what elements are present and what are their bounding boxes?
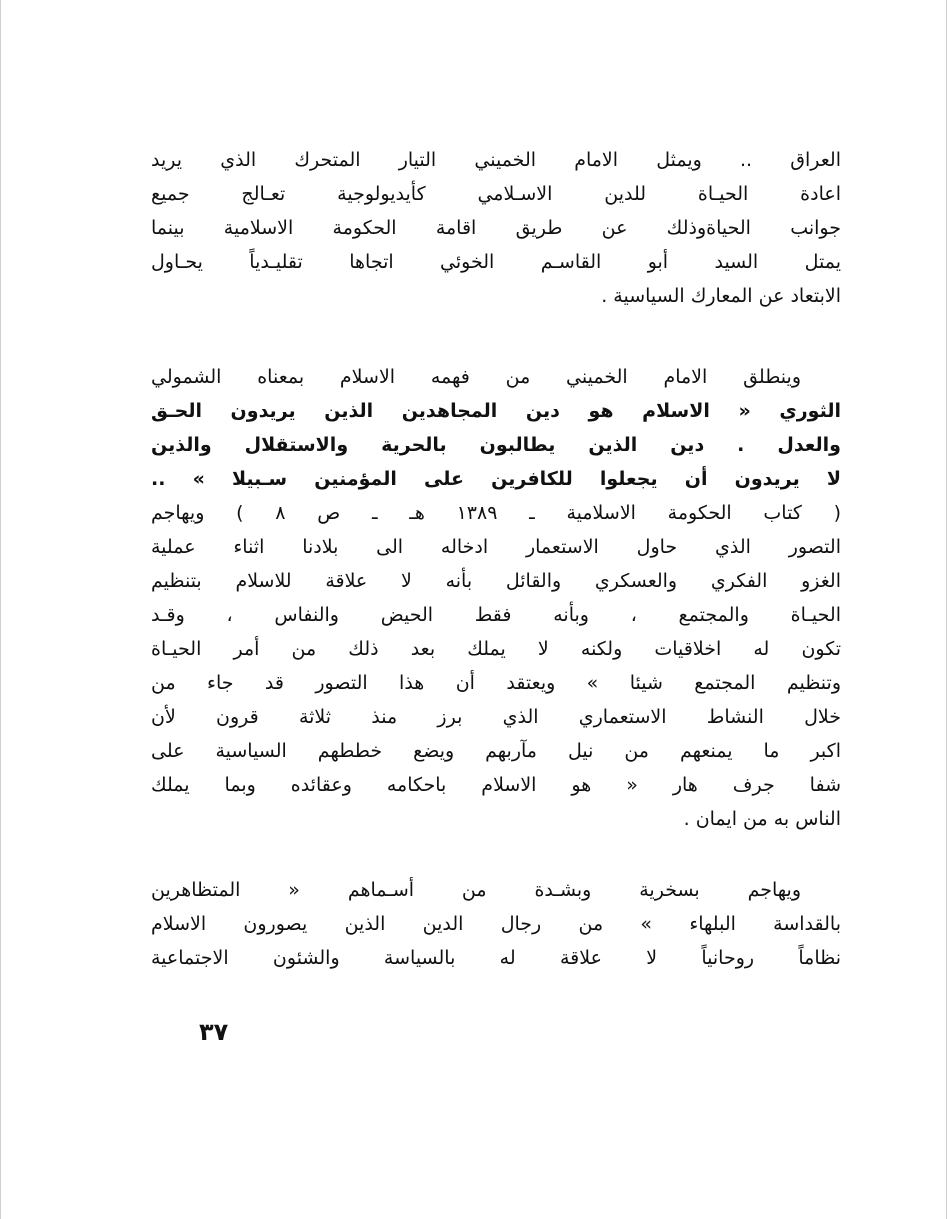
quote-line: والعدل . دين الذين يطالبون بالحرية والاستقلال والذين [151,434,841,456]
quote-line: الثوري « الاسلام هو دين المجاهدين الذين يريدون الحـق [151,400,841,422]
text-line: الغزو الفكري والعسكري والقائل بأنه لا علاقة للاسلام بتنظيم [151,570,841,592]
text-line: جوانب الحياةوذلك عن طريق اقامة الحكومة الاسلامية بينما [151,217,841,239]
text-line: خلال النشاط الاستعماري الذي برز منذ ثلاثة قرون لأن [151,706,841,728]
text-line: وينطلق الامام الخميني من فهمه الاسلام بمعناه الشمولي [151,366,801,388]
text-line: ( كتاب الحكومة الاسلامية ـ ١٣٨٩ هـ ـ ص ٨ ) ويهاجم [151,502,841,524]
page-number: ٣٧ [199,1018,229,1046]
text-line: نظاماً روحانياً لا علاقة له بالسياسة والشئون الاجتماعية [151,947,841,969]
text-line: شفا جرف هار « هو الاسلام باحكامه وعقائده وبما يملك [151,774,841,796]
text-line: بالقداسة البلهاء » من رجال الدين الذين يصورون الاسلام [151,913,841,935]
paragraph-3 [151,873,841,975]
text-line: اكبر ما يمنعهم من نيل مآربهم ويضع خططهم السياسية على [151,740,841,762]
text-line: وتنظيم المجتمع شيئا » ويعتقد أن هذا التصور قد جاء من [151,672,841,694]
paragraph-1 [151,143,841,313]
text-line: ويهاجم بسخرية وبشـدة من أسـماهم « المتظاهرين [151,879,801,901]
text-line: الابتعاد عن المعارك السياسية . [601,285,841,307]
text-line: التصور الذي حاول الاستعمار ادخاله الى بلادنا اثناء عملية [151,536,841,558]
text-line: الناس به من ايمان . [683,808,841,830]
quote-line: لا يريدون أن يجعلوا للكافرين على المؤمنين سـبيلا » .. [151,468,841,490]
text-line: اعادة الحيـاة للدين الاسـلامي كأيديولوجية تعـالج جميع [151,183,841,205]
text-line: الحيـاة والمجتمع ، وبأنه فقط الحيض والنفاس ، وقـد [151,604,841,626]
paragraph-2 [151,360,841,836]
text-line: يمتل السيد أبو القاسـم الخوئي اتجاها تقليـدياً يحـاول [151,251,841,273]
text-line: تكون له اخلاقيات ولكنه لا يملك بعد ذلك من أمر الحيـاة [151,638,841,660]
text-line: العراق .. ويمثل الامام الخميني التيار المتحرك الذي يريد [151,149,841,171]
